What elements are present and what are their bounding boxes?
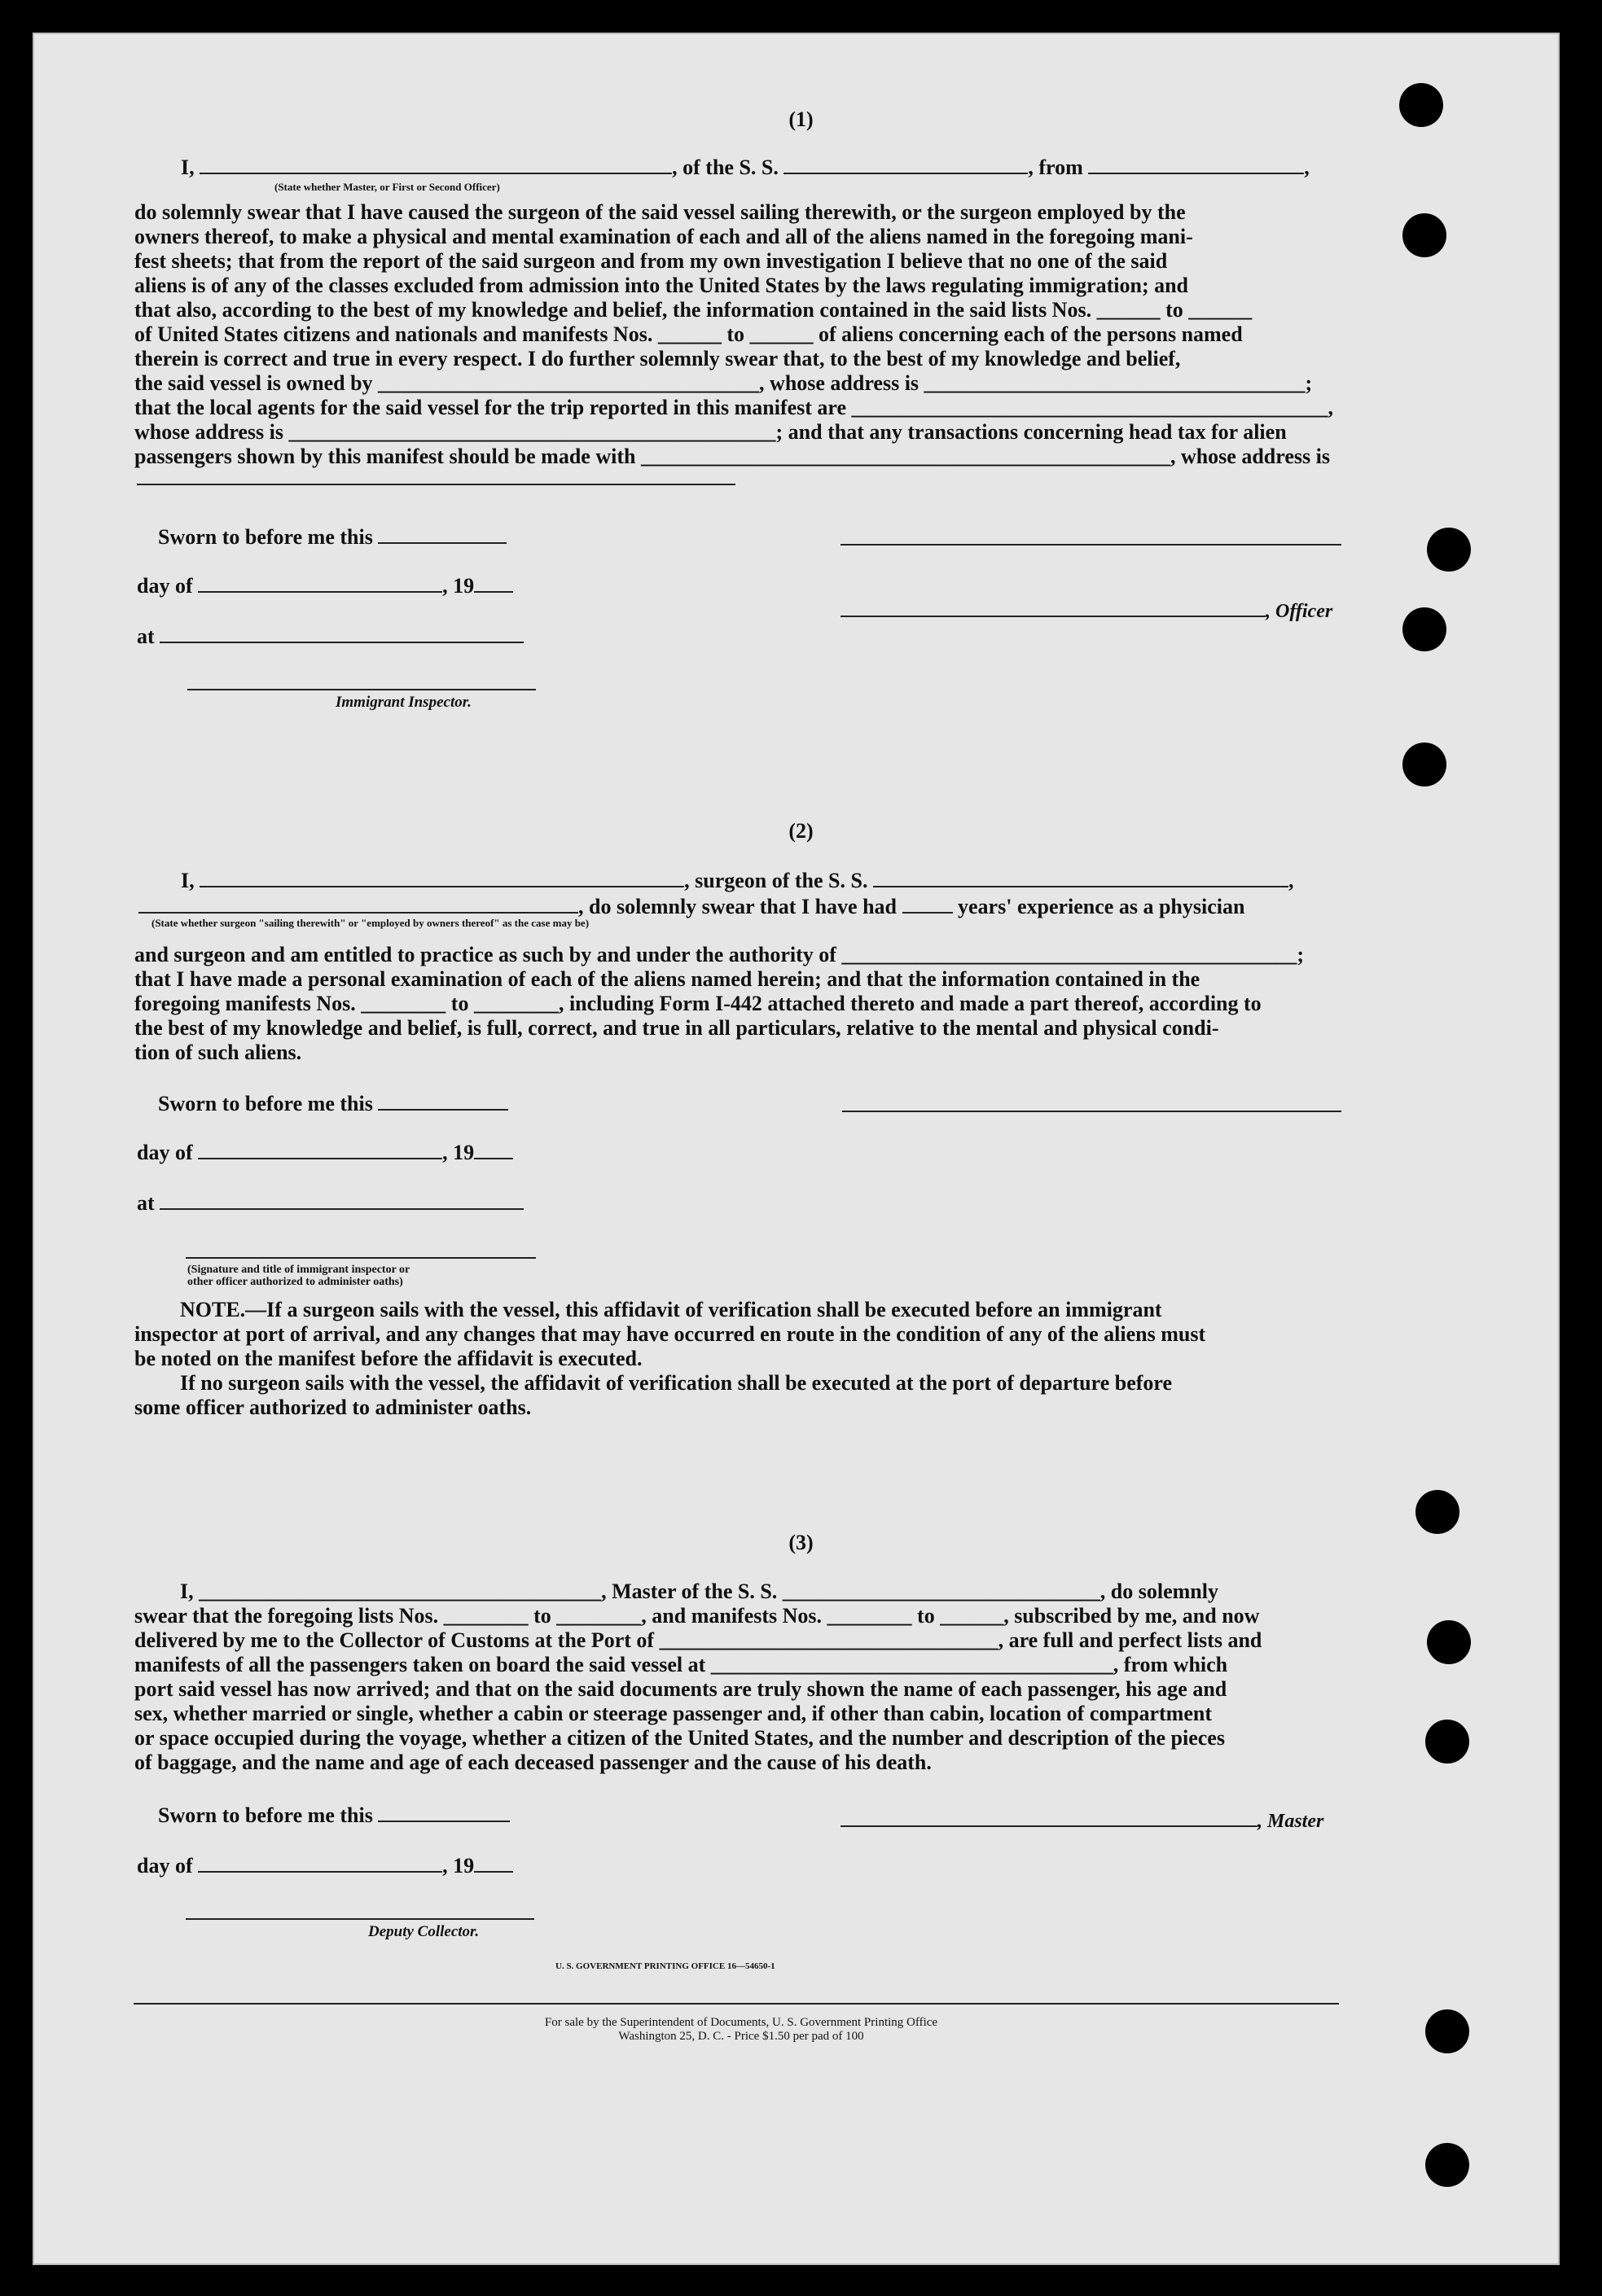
punch-hole-6 xyxy=(1415,1490,1459,1534)
punch-hole-4 xyxy=(1402,607,1446,651)
s1-month-field[interactable] xyxy=(198,573,442,593)
s2-sworn-day-field[interactable] xyxy=(378,1091,508,1111)
s1-day-of-label: day of , 19 xyxy=(137,573,513,598)
s1-officer-signature-field[interactable] xyxy=(841,598,1266,617)
s2-oath-paragraph: and surgeon and am entitled to practice as such by and under the authority of ___________________________________________; that I have made a personal examination of each of the aliens named herein; and that the information contained in the foregoing manifests Nos. ________ to ________, including Form I-442 attached thereto and made a part thereof, according to the best of my knowledge and belief, is full, correct, and true in all particulars, relative to the mental and physical condi- tion of such aliens. xyxy=(134,943,1305,1064)
s1-officer-note: (State whether Master, or First or Second Officer) xyxy=(274,181,500,193)
s2-sworn-label: Sworn to before me this xyxy=(158,1091,508,1116)
s1-of-ss-label: , of the S. S. xyxy=(672,156,779,179)
gpo-imprint: U. S. GOVERNMENT PRINTING OFFICE 16—54650-1 xyxy=(555,1961,775,1971)
punch-hole-5 xyxy=(1402,743,1446,787)
section-2-number: (2) xyxy=(788,819,814,843)
s3-sworn-label: Sworn to before me this xyxy=(158,1803,510,1828)
s2-year-field[interactable] xyxy=(474,1140,513,1159)
s2-signature-note: (Signature and title of immigrant inspector or other officer authorized to administer oaths) xyxy=(187,1264,410,1288)
s3-master-line: , Master xyxy=(841,1807,1323,1833)
s2-inspector-signature-line[interactable] xyxy=(186,1257,536,1259)
s2-surgeon-name-field[interactable] xyxy=(200,868,684,887)
s1-sworn-day-field[interactable] xyxy=(378,524,507,544)
s3-sworn-day-field[interactable] xyxy=(378,1803,510,1822)
s2-vessel-name-field[interactable] xyxy=(873,868,1288,887)
punch-hole-3 xyxy=(1427,528,1471,572)
s1-oath-paragraph: do solemnly swear that I have caused the surgeon of the said vessel sailing therewith, or the surgeon employed by the owners thereof, to make a physical and mental examination of each and all of the aliens named in the foregoing mani- fest sheets; that from the report of the said surgeon and from my own investigation I believe that no one of the said aliens is of any of the classes excluded from admission into the United States by the laws regulating immigration; and that also, according to the best of my knowledge and belief, the information contained in the said lists Nos. ______ to ______ of United States citizens and nationals and manifests Nos. ______ to ______ of aliens concerning each of the persons named therein is correct and true in every respect. I do further solemnly swear that, to the best of my knowledge and belief, the said vessel is owned by ____________________________________, whose address is ____________________________________; that the local agents for the said vessel for the trip reported in this manifest are _____________________________________________, whose address is ______________________________________________; and that any transactions concerning head tax for alien passengers shown by this manifest should be made with __________________________________________________, whose address is xyxy=(134,200,1334,468)
section-1-number: (1) xyxy=(788,107,814,131)
s1-vessel-name-field[interactable] xyxy=(783,155,1028,174)
s3-oath-paragraph: I, ______________________________________, Master of the S. S. ______________________________, do solemnly swear that the foregoing lists Nos. ________ to ________, and manifests Nos. ________ to ______, subscribed by me, and now delivered by me to the Collector of Customs at the Port of ________________________________, are full and perfect lists and manifests of all the passengers taken on board the said vessel at ______________________________________, from which port said vessel has now arrived; and that on the said documents are truly shown the name of each passenger, his age and sex, whether married or single, whether a cabin or steerage passenger and, if other than cabin, location of compartment or space occupied during the voyage, whether a citizen of the United States, and the number and description of the pieces of baggage, and the name and age of each deceased passenger and the cause of his death. xyxy=(134,1580,1262,1774)
s1-immigrant-inspector-caption: Immigrant Inspector. xyxy=(336,694,472,711)
s3-deputy-collector-caption: Deputy Collector. xyxy=(368,1923,480,1940)
s3-year-field[interactable] xyxy=(474,1853,513,1873)
s2-surgeon-of-label: , surgeon of the S. S. xyxy=(684,869,868,892)
s1-i-label: I, xyxy=(181,156,195,179)
s2-years-field[interactable] xyxy=(902,894,953,914)
punch-hole-8 xyxy=(1425,1720,1469,1764)
s2-surgeon-signature-line[interactable] xyxy=(842,1111,1341,1112)
s2-day-of-label: day of , 19 xyxy=(137,1140,513,1165)
punch-hole-9 xyxy=(1425,2009,1469,2053)
s1-officer-signature-line-top[interactable] xyxy=(841,544,1341,546)
s2-note-paragraph: NOTE.—If a surgeon sails with the vessel, this affidavit of verification shall be executed before an immigrant inspector at port of arrival, and any changes that may have occurred en route in the condition of any of the aliens must be noted on the manifest before the affidavit is executed. If no surgeon sails with the vessel, the affidavit of verification shall be executed at the port of departure before some officer authorized to administer oaths. xyxy=(134,1298,1206,1419)
punch-hole-10 xyxy=(1425,2143,1469,2187)
s1-from-port-field[interactable] xyxy=(1088,155,1304,174)
section-3-number: (3) xyxy=(788,1531,814,1554)
s2-i-label: I, xyxy=(181,869,195,892)
s1-at-label: at xyxy=(137,624,524,649)
s2-month-field[interactable] xyxy=(198,1140,442,1159)
s2-surgeon-note: (State whether surgeon "sailing therewith" or "employed by owners thereof" as the case may be) xyxy=(151,917,590,929)
s1-sworn-label: Sworn to before me this xyxy=(158,524,507,550)
s3-month-field[interactable] xyxy=(198,1853,442,1873)
s1-year-field[interactable] xyxy=(474,573,513,593)
s2-at-field[interactable] xyxy=(160,1190,524,1210)
s1-address-continuation-line[interactable] xyxy=(137,484,735,485)
punch-hole-7 xyxy=(1427,1620,1471,1664)
punch-hole-2 xyxy=(1402,213,1446,257)
sale-notice: For sale by the Superintendent of Documents, U. S. Government Printing Office Washington 25, D. C. - Price $1.50 per pad of 100 xyxy=(544,2016,938,2043)
s3-collector-signature-line[interactable] xyxy=(186,1918,534,1920)
s1-inspector-signature-line[interactable] xyxy=(187,689,536,690)
s3-day-of-label: day of , 19 xyxy=(137,1853,513,1878)
footer-divider xyxy=(134,2003,1339,2005)
s1-officer-line: , Officer xyxy=(841,598,1332,623)
s2-surgeon-capacity-field[interactable] xyxy=(138,894,578,914)
s1-from-label: , from xyxy=(1028,156,1083,179)
s1-at-field[interactable] xyxy=(160,624,524,643)
s1-officer-name-field[interactable] xyxy=(200,155,672,174)
s3-master-signature-field[interactable] xyxy=(841,1807,1257,1827)
s2-at-label: at xyxy=(137,1190,524,1216)
